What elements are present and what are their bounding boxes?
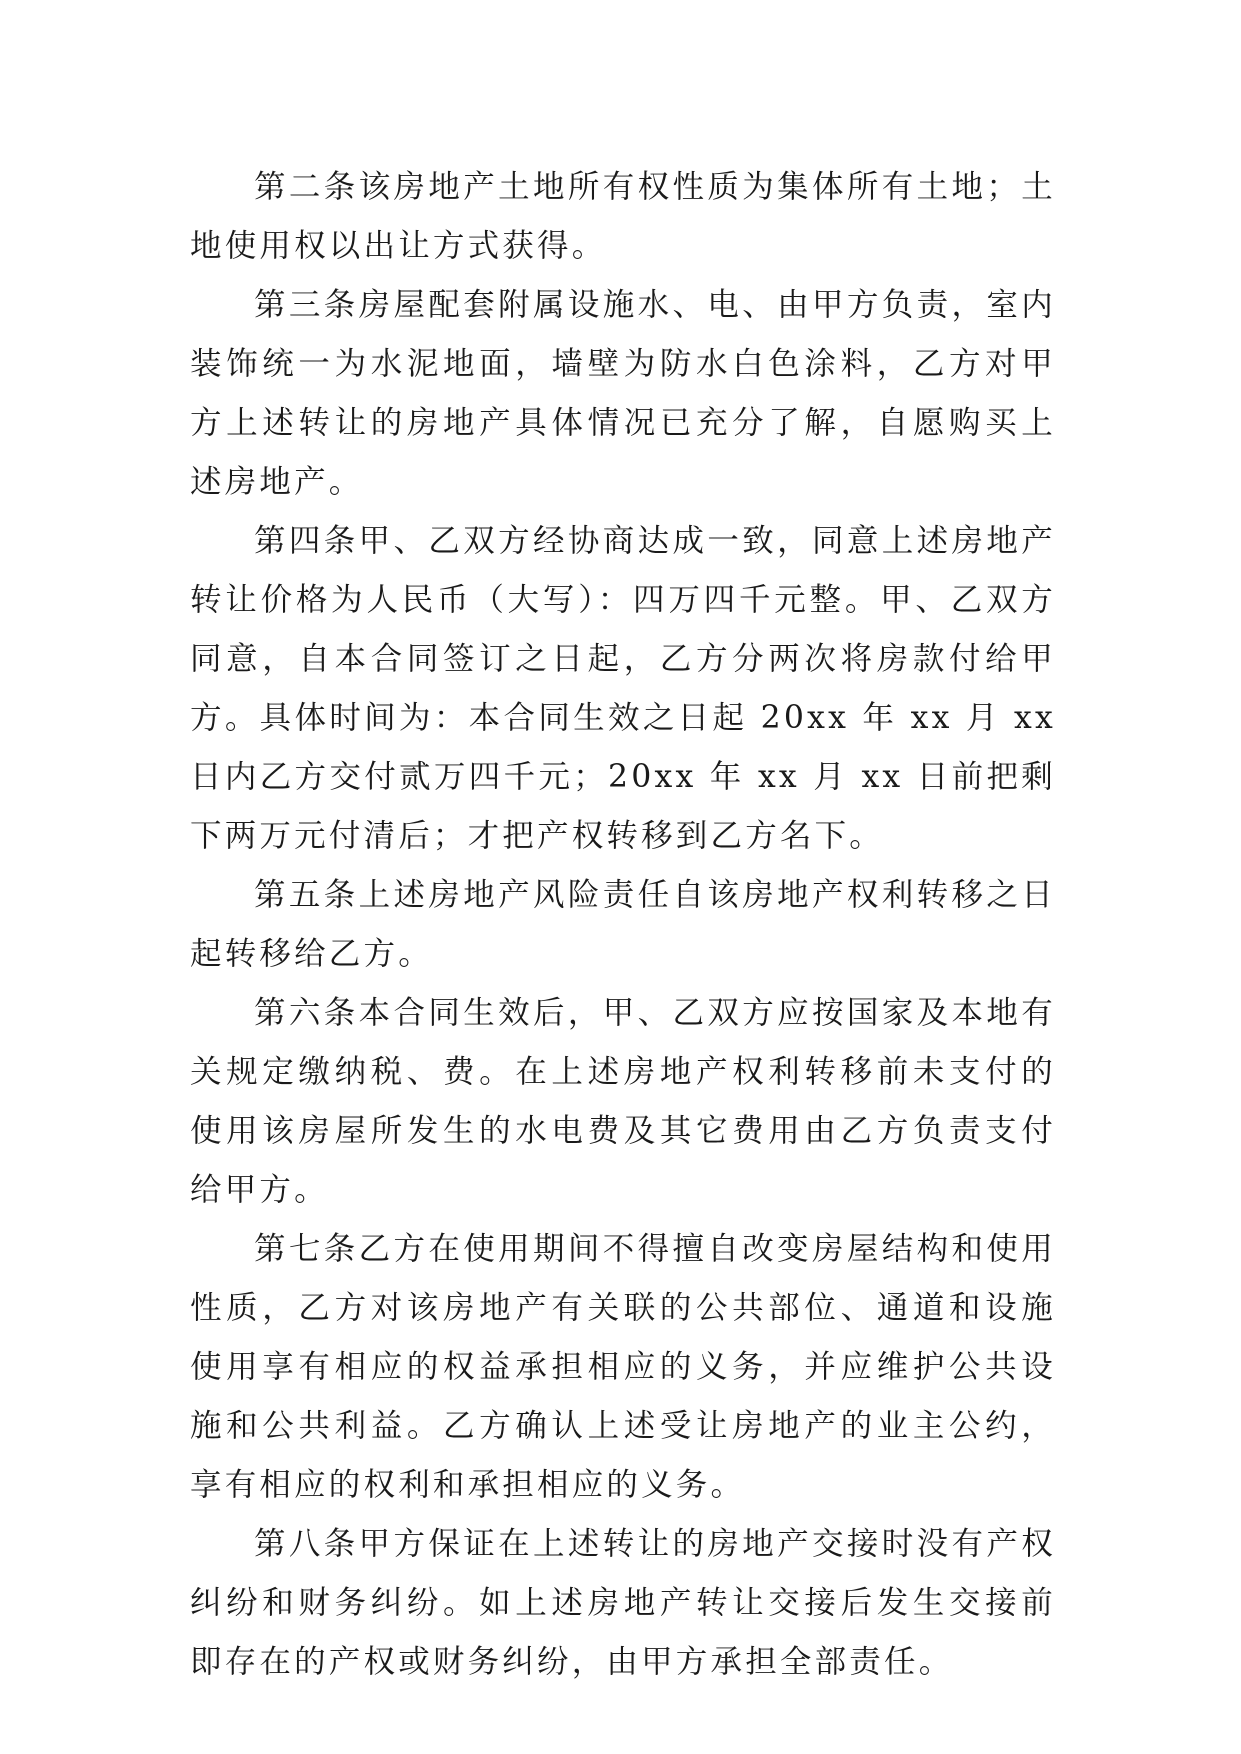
document-body [190, 158, 1056, 1692]
clause-6: 第六条本合同生效后，甲、乙双方应按国家及本地有关规定缴纳税、费。在上述房地产权利转移前未支付的使用该房屋所发生的水电费及其它费用由乙方负责支付给甲方。 [190, 995, 1056, 1208]
clause-3: 第三条房屋配套附属设施水、电、由甲方负责，室内装饰统一为水泥地面，墙壁为防水白色涂料，乙方对甲方上述转让的房地产具体情况已充分了解，自愿购买上述房地产。 [190, 287, 1056, 500]
clause-2: 第二条该房地产土地所有权性质为集体所有土地；土地使用权以出让方式获得。 [190, 169, 1056, 264]
clause-7: 第七条乙方在使用期间不得擅自改变房屋结构和使用性质，乙方对该房地产有关联的公共部位、通道和设施使用享有相应的权益承担相应的义务，并应维护公共设施和公共利益。乙方确认上述受让房地产的业主公约，享有相应的权利和承担相应的义务。 [190, 1231, 1056, 1503]
clause-4: 第四条甲、乙双方经协商达成一致，同意上述房地产转让价格为人民币（大写）：四万四千元整。甲、乙双方同意，自本合同签订之日起，乙方分两次将房款付给甲方。具体时间为：本合同生效之日起 20xx 年 xx 月 xx 日内乙方交付贰万四千元；20xx 年 xx 月 xx 日前把剩下两万元付清后；才把产权转移到乙方名下。 [190, 523, 1056, 854]
clause-8: 第八条甲方保证在上述转让的房地产交接时没有产权纠纷和财务纠纷。如上述房地产转让交接后发生交接前即存在的产权或财务纠纷，由甲方承担全部责任。 [190, 1526, 1056, 1680]
clause-5: 第五条上述房地产风险责任自该房地产权利转移之日起转移给乙方。 [190, 877, 1056, 972]
